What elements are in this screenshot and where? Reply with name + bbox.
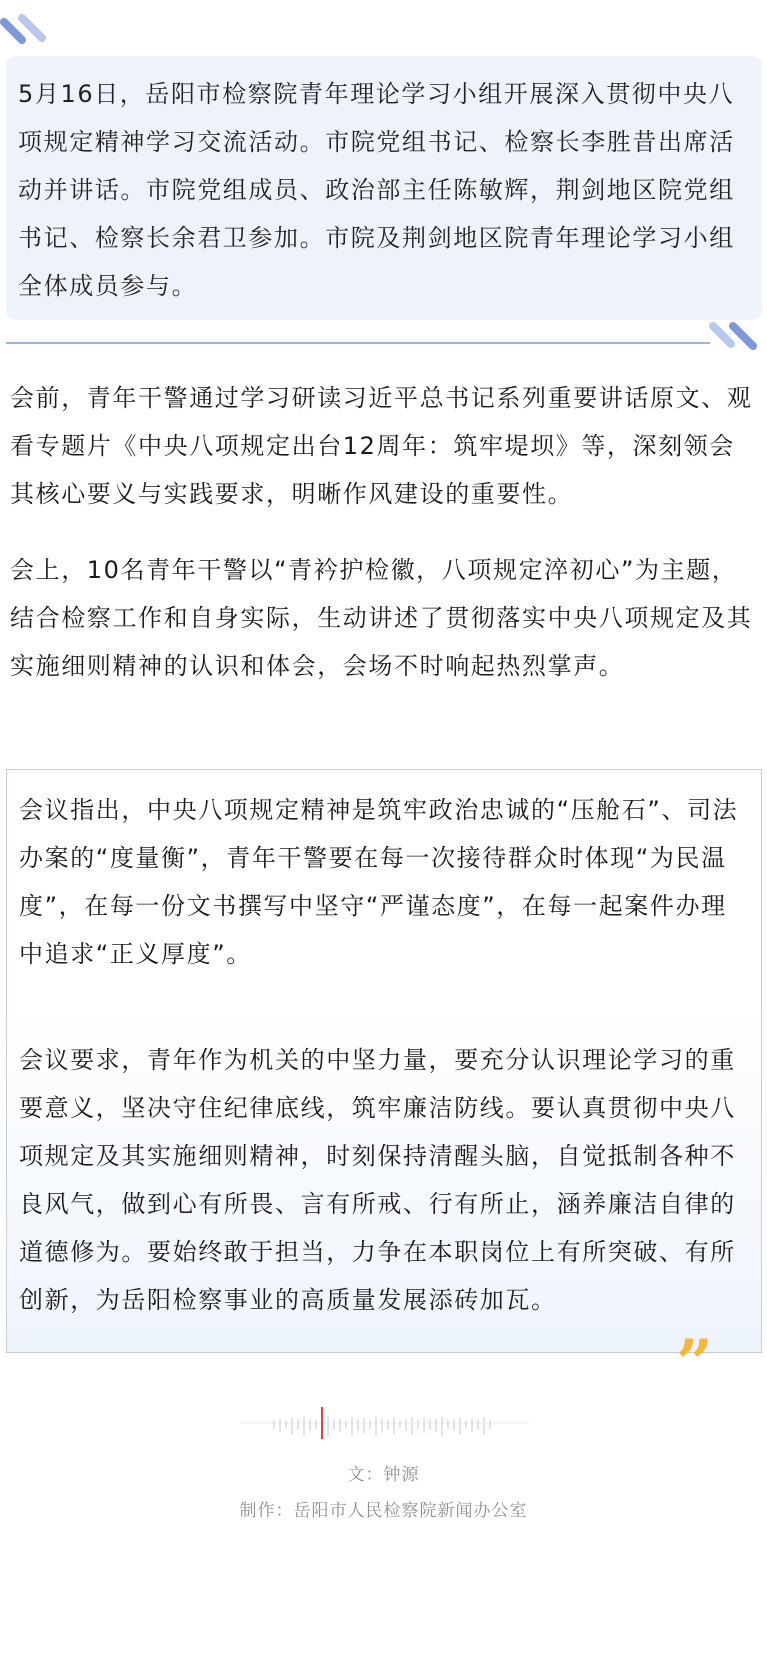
intro-summary-box bbox=[6, 56, 762, 320]
quote-paragraph-2: 会议要求，青年作为机关的中坚力量，要充分认识理论学习的重要意义，坚决守住纪律底线，筑牢廉洁防线。要认真贯彻中央八项规定及其实施细则精神，时刻保持清醒头脑，自觉抵制各种不良风气，做到心有所畏、言有所戒、行有所止，涵养廉洁自律的道德修为。要始终敢于担当，力争在本职岗位上有所突破、有所创新，为岳阳检察事业的高质量发展添砖加瓦。 bbox=[19, 1046, 736, 1314]
decorative-stripes-right bbox=[707, 318, 767, 358]
closing-quote-icon: ” bbox=[676, 1326, 713, 1401]
body-paragraph-1: 会前，青年干警通过学习研读习近平总书记系列重要讲话原文、观看专题片《中央八项规定出台12周年：筑牢堤坝》等，深刻领会其核心要义与实践要求，明晰作风建设的重要性。 bbox=[10, 384, 753, 508]
decorative-stripes-top-left bbox=[0, 8, 60, 48]
audio-wave-divider bbox=[240, 1405, 530, 1445]
intro-text: 5月16日，岳阳市检察院青年理论学习小组开展深入贯彻中央八项规定精神学习交流活动。市院党组书记、检察长李胜昔出席活动并讲话。市院党组成员、政治部主任陈敏辉，荆剑地区院党组书记、检察长余君卫参加。市院及荆剑地区院青年理论学习小组全体成员参与。 bbox=[18, 80, 735, 300]
producer-credit: 制作：岳阳市人民检察院新闻办公室 bbox=[239, 1501, 528, 1521]
quote-box bbox=[6, 769, 762, 1353]
section-divider bbox=[6, 342, 710, 344]
body-paragraph-2: 会上，10名青年干警以“青衿护检徽，八项规定淬初心”为主题，结合检察工作和自身实际，生动讲述了贯彻落实中央八项规定及其实施细则精神的认识和体会，会场不时响起热烈掌声。 bbox=[10, 556, 753, 680]
author-credit: 文：钟源 bbox=[347, 1465, 420, 1485]
quote-paragraph-1: 会议指出，中央八项规定精神是筑牢政治忠诚的“压舱石”、司法办案的“度量衡”，青年干警要在每一次接待群众时体现“为民温度”，在每一份文书撰写中坚守“严谨态度”，在每一起案件办理中追求“正义厚度”。 bbox=[19, 796, 739, 968]
